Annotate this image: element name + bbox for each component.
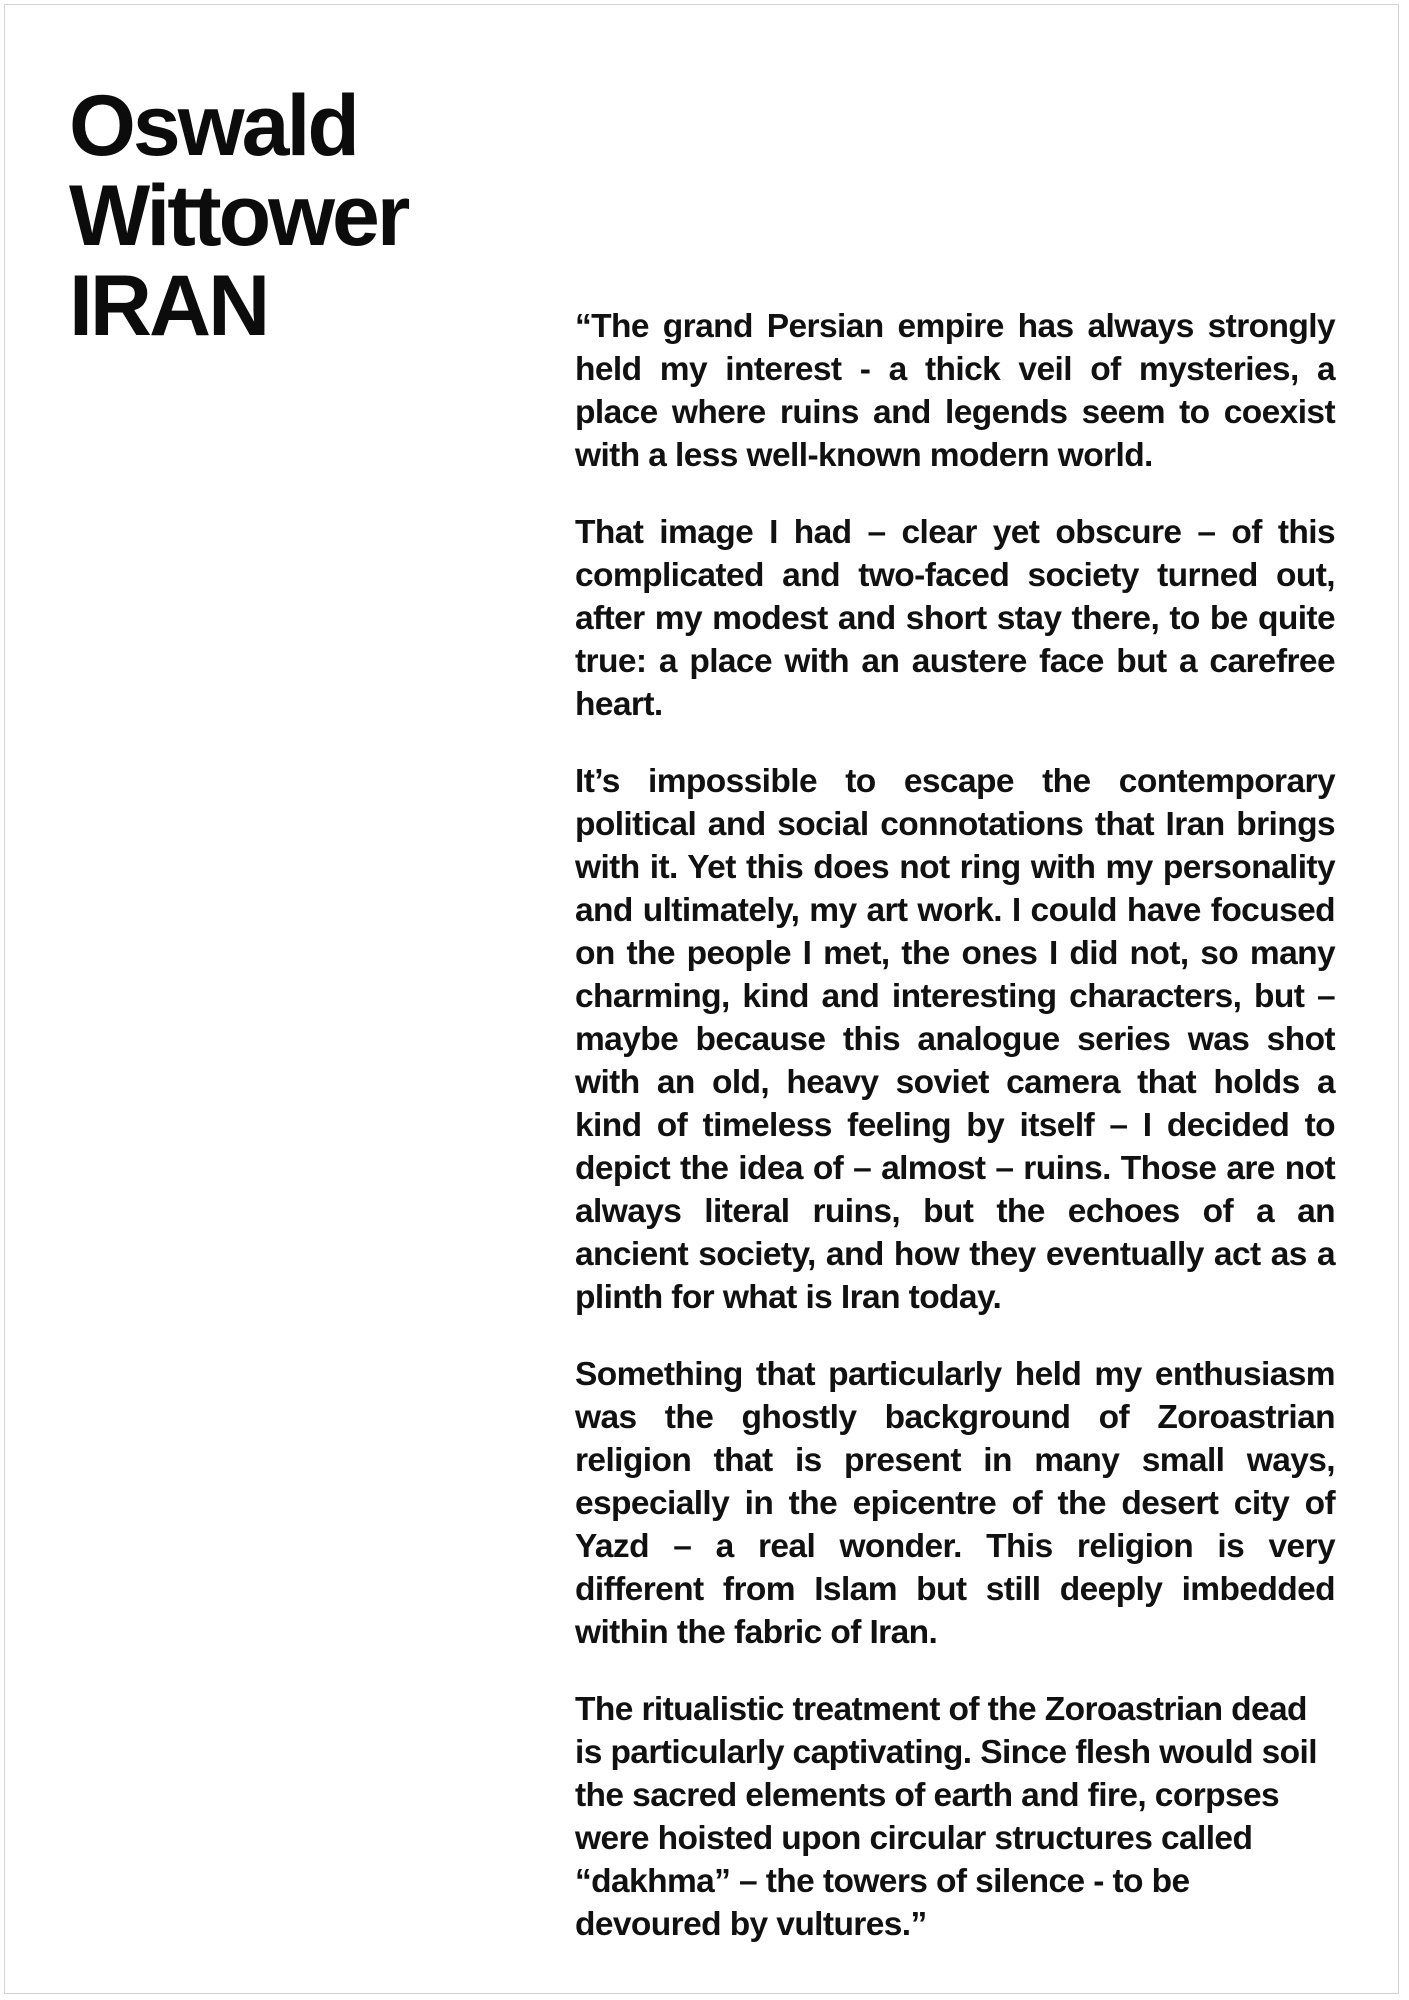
country-title: IRAN	[69, 258, 268, 354]
statement-paragraph-4: Something that particularly held my enthusiasm was the ghostly background of Zoroastrian religion that is present in many small ways, especially in the epicentre of the desert city of Yazd – a real wonder. This religion is very different from Islam but still deeply imbedded within the fabric of Iran.	[575, 1356, 1335, 1651]
author-first-name: Oswald	[69, 78, 357, 174]
statement-paragraph-2: That image I had – clear yet obscure – of this complicated and two-faced society turned out, after my modest and short stay there, to be quite true: a place with an austere face but a carefree heart.	[575, 514, 1335, 723]
document-page	[4, 4, 1399, 1994]
artist-statement	[575, 305, 1335, 1946]
statement-paragraph-5: The ritualistic treatment of the Zoroastrian dead is particularly captivating. Since flesh would soil the sacred elements of earth and fire, corpses were hoisted upon circular structures called “dakhma” – the towers of silence - to be devoured by vultures.”	[575, 1691, 1317, 1943]
statement-paragraph-3: It’s impossible to escape the contemporary political and social connotations that Iran brings with it. Yet this does not ring with my personality and ultimately, my art work. I could have focused on the people I met, the ones I did not, so many charming, kind and interesting characters, but – maybe because this analogue series was shot with an old, heavy soviet camera that holds a kind of timeless feeling by itself – I decided to depict the idea of – almost – ruins. Those are not always literal ruins, but the echoes of a an ancient society, and how they eventually act as a plinth for what is Iran today.	[575, 763, 1335, 1316]
page-title	[69, 78, 408, 354]
author-last-name: Wittower	[69, 168, 408, 264]
statement-paragraph-1: “The grand Persian empire has always strongly held my interest - a thick veil of mysteries, a place where ruins and legends seem to coexist with a less well-known modern world.	[575, 308, 1335, 474]
